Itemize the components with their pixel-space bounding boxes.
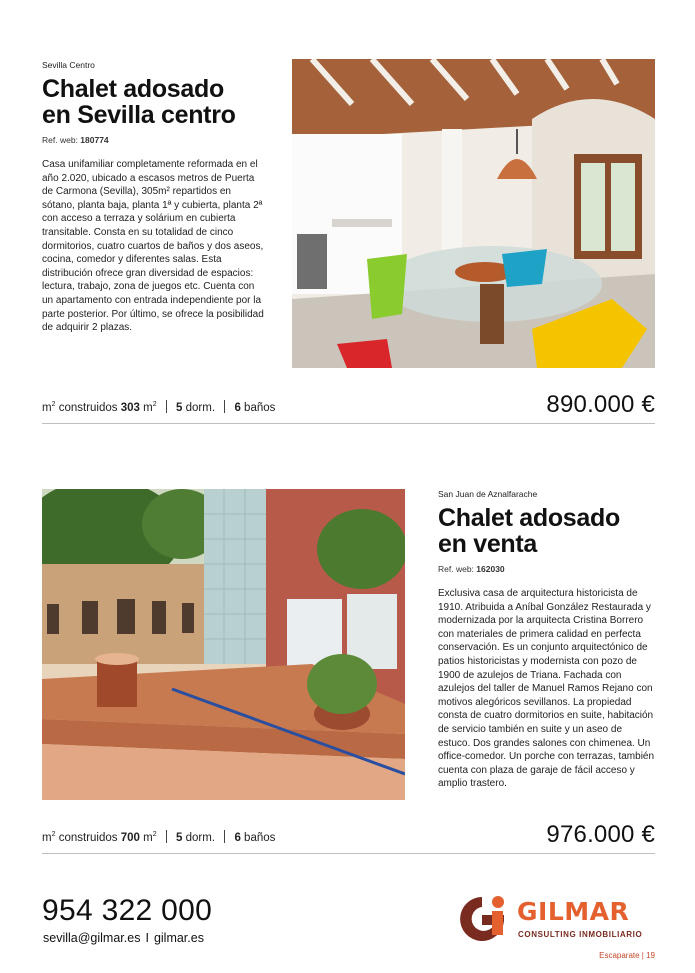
- spec-divider: [166, 400, 167, 413]
- listing-1-price: 890.000 €: [546, 391, 655, 418]
- listing-2-price: 976.000 €: [546, 821, 655, 848]
- listing-ref: [42, 135, 264, 145]
- divider-line: [42, 853, 655, 854]
- listing-title-line2: en Sevilla centro: [42, 101, 236, 129]
- ref-value: 180774: [80, 135, 109, 145]
- listing-title: [42, 76, 264, 128]
- area-unit-2: m: [143, 832, 153, 844]
- ref-label: Ref. web:: [438, 564, 474, 574]
- listing-title-line1: Chalet adosado: [42, 75, 224, 103]
- ref-value: 162030: [476, 564, 505, 574]
- bedrooms-label: dorm.: [185, 402, 216, 414]
- listing-1-specs: [42, 400, 275, 414]
- divider-line: [42, 423, 655, 424]
- area-unit-sup: 2: [51, 831, 56, 839]
- area-unit: m: [42, 402, 52, 414]
- listing-ref: [438, 564, 656, 574]
- listing-2-text: [438, 489, 656, 791]
- bedrooms-value: 5: [176, 832, 183, 844]
- baths-label: baños: [244, 832, 276, 844]
- listing-1-text: [42, 60, 264, 335]
- area-unit-sup: 2: [51, 401, 56, 409]
- contact-website[interactable]: gilmar.es: [153, 931, 204, 945]
- baths-label: baños: [244, 402, 276, 414]
- listing-location: San Juan de Aznalfarache: [438, 489, 538, 499]
- area-unit-sup-2: 2: [152, 401, 157, 409]
- spec-divider: [224, 830, 225, 843]
- contact-links: [43, 931, 204, 945]
- logo-tagline: CONSULTING INMOBILIARIO: [518, 930, 643, 939]
- baths-value: 6: [234, 832, 241, 844]
- bedrooms-label: dorm.: [185, 832, 216, 844]
- listing-location: Sevilla Centro: [42, 60, 95, 70]
- ref-label: Ref. web:: [42, 135, 78, 145]
- spec-divider: [224, 400, 225, 413]
- listing-2-specs: [42, 830, 275, 844]
- area-unit: m: [42, 832, 52, 844]
- contact-email[interactable]: sevilla@gilmar.es: [43, 931, 141, 945]
- area-unit-sup-2: 2: [152, 831, 157, 839]
- area-value: 700: [120, 832, 140, 844]
- listing-title-line2: en venta: [438, 530, 538, 558]
- area-label: construidos: [58, 832, 118, 844]
- page-label: Escaparate | 19: [599, 951, 655, 960]
- gilmar-logo-icon: [456, 893, 510, 945]
- listing-title: [438, 505, 656, 557]
- area-value: 303: [120, 402, 140, 414]
- gilmar-logo: [456, 893, 656, 945]
- listing-description: Exclusiva casa de arquitectura historicista de 1910. Atribuida a Aníbal González Restaurada y modernizada por la arquitecta Cristina Borrero con materiales de primera calidad en perfecta conservación. Es un conjunto arquitectónico de patios historicistas y modernista con pozo de 1900 de azulejos de Triana. Fachada con azulejos del taller de Manuel Ramos Rejano con motivos alegóricos sevillanos. La propiedad consta de cuatro dormitorios en suite, habitación de servicio también en suite y un aseo de estuco. Dos grandes salones con chimenea. Un office-comedor. Un porche con terrazas, también cuenta con plaza de garaje de fácil acceso y amplio trastero.: [438, 588, 655, 790]
- baths-value: 6: [234, 402, 241, 414]
- listing-title-line1: Chalet adosado: [438, 504, 620, 532]
- listing-description: Casa unifamiliar completamente reformada en el año 2.020, ubicado a escasos metros de Puerta de Carmona (Sevilla), 305m² repartidos en sótano, planta baja, planta 1ª y cubierta, planta 2ª con acceso a terraza y solárium en cubierta transitable. Consta en su totalidad de cinco dormitorios, cuatro cuartos de baños y dos aseos, cocina, comedor y diferentes salas. Esta distribución ofrece gran diversidad de espacios: lectura, trabajo, zona de juegos etc. Cuenta con un apartamento con entrada independiente por la parte posterior. Por último, se ofrece la posibilidad de adquirir 2 plazas.: [42, 159, 264, 334]
- contact-phone[interactable]: 954 322 000: [42, 894, 213, 927]
- listing-1-photo: [292, 59, 655, 368]
- spec-divider: [166, 830, 167, 843]
- listing-2: [0, 440, 695, 860]
- bedrooms-value: 5: [176, 402, 183, 414]
- area-unit-2: m: [143, 402, 153, 414]
- area-label: construidos: [58, 402, 118, 414]
- contact-separator: I: [145, 931, 149, 945]
- logo-brand: GILMAR: [517, 897, 630, 926]
